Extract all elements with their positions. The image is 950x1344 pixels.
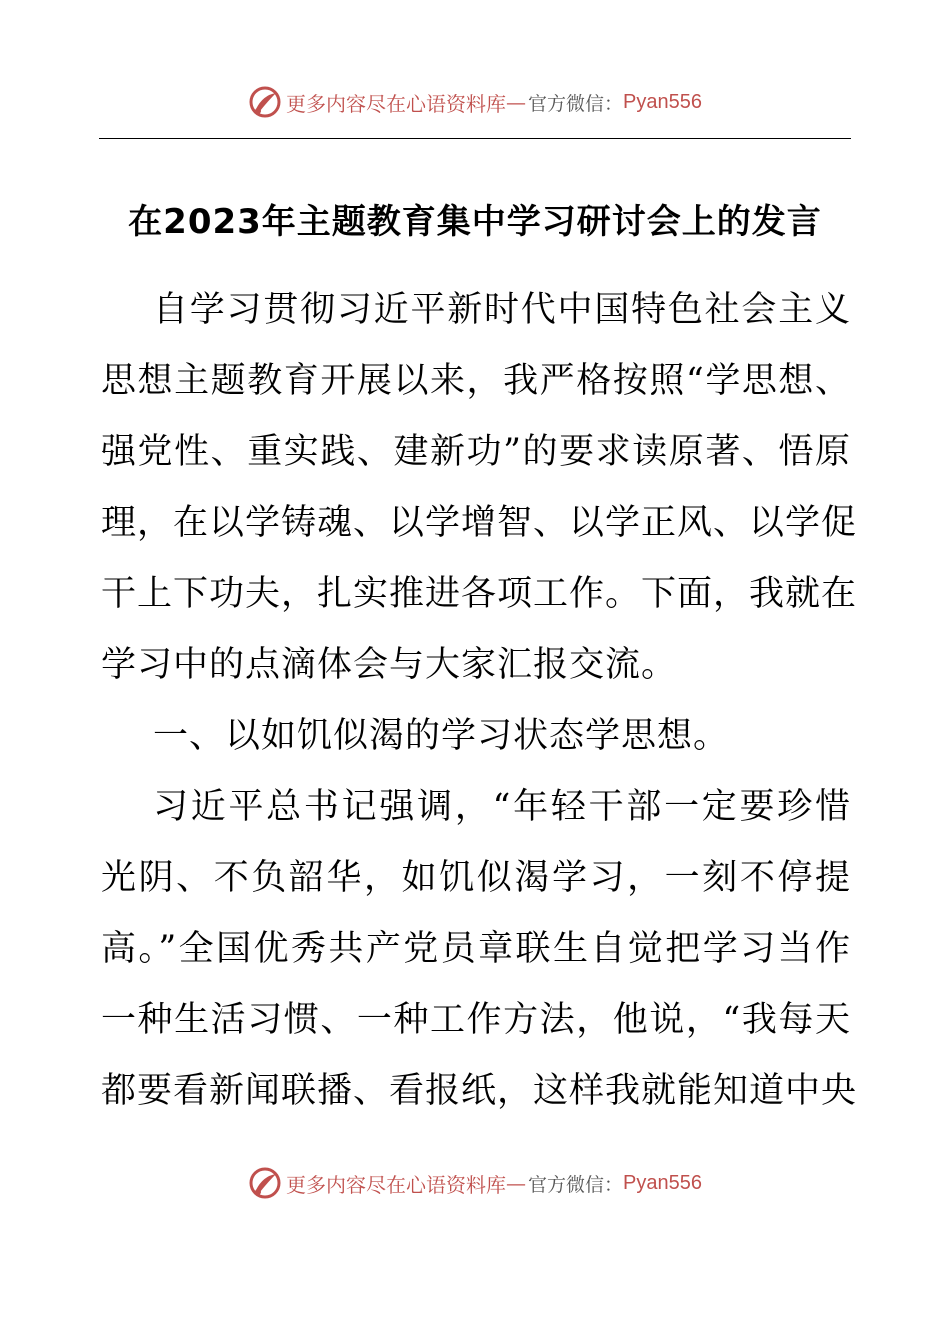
header-divider xyxy=(99,138,851,139)
brush-logo-icon xyxy=(248,1166,282,1200)
watermark-wechat-id: Pyan556 xyxy=(623,1171,702,1194)
text-line: 强党性、重实践、建新功”的要求读原著、悟原 xyxy=(101,432,851,472)
watermark-text: 更多内容尽在心语资料库 xyxy=(286,91,506,116)
text-line: 习近平总书记强调，“年轻干部一定要珍惜 xyxy=(153,787,851,827)
document-body xyxy=(101,275,858,1127)
watermark-wechat-id: Pyan556 xyxy=(623,90,702,113)
text-line: 学习中的点滴体会与大家汇报交流。 xyxy=(101,645,678,685)
document-title: 在2023年主题教育集中学习研讨会上的发言 xyxy=(128,202,822,242)
watermark-wechat-label: 官方微信： xyxy=(528,92,624,115)
text-line: 一种生活习惯、一种工作方法，他说，“我每天 xyxy=(101,1000,851,1040)
text-line: 理，在以学铸魂、以学增智、以学正风、以学促 xyxy=(101,503,858,543)
watermark-banner-top xyxy=(0,82,950,122)
watermark-banner-bottom xyxy=(0,1163,950,1203)
brush-logo-icon xyxy=(248,85,282,119)
watermark-dash: — xyxy=(506,90,526,114)
text-line: 思想主题教育开展以来，我严格按照“学思想、 xyxy=(101,361,851,401)
watermark-text: 更多内容尽在心语资料库 xyxy=(286,1172,506,1197)
watermark-wechat-label: 官方微信： xyxy=(528,1173,624,1196)
text-line: 光阴、不负韶华，如饥似渴学习，一刻不停提 xyxy=(101,858,851,898)
watermark-dash: — xyxy=(506,1171,526,1195)
text-line: 高。”全国优秀共产党员章联生自觉把学习当作 xyxy=(101,929,851,969)
text-line: 干上下功夫，扎实推进各项工作。下面，我就在 xyxy=(101,574,858,614)
text-line: 自学习贯彻习近平新时代中国特色社会主义 xyxy=(153,290,851,330)
section-heading: 一、以如饥似渴的学习状态学思想。 xyxy=(153,716,730,756)
text-line: 都要看新闻联播、看报纸，这样我就能知道中央 xyxy=(101,1071,858,1111)
